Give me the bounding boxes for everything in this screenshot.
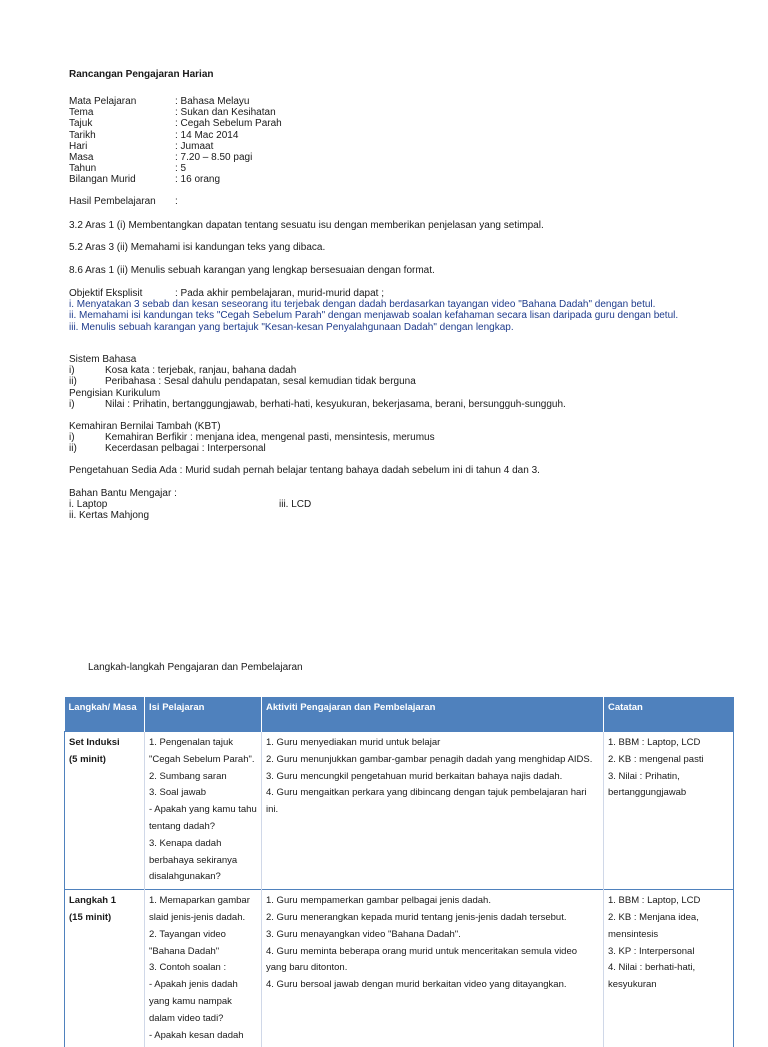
info-label: Tajuk (69, 118, 93, 130)
aid-item: i. Laptop (69, 499, 108, 511)
notes-cell (604, 732, 734, 890)
info-label: Hari (69, 140, 88, 152)
column-header: Langkah/ Masa (65, 697, 145, 732)
aid-item: iii. LCD (279, 499, 312, 511)
activity-item: 4. Guru mengaitkan perkara yang dibincang dengan tajuk pembelajaran hari ini. (266, 787, 587, 816)
outcome-item: 5.2 Aras 3 (ii) Memahami isi kandungan teks yang dibaca. (69, 242, 326, 253)
steps-heading: Langkah-langkah Pengajaran dan Pembelajaran (88, 662, 303, 673)
note-item: 2. KB : mengenal pasti (608, 753, 704, 765)
item-text: Kemahiran Berfikir : menjana idea, mengenal pasti, mensintesis, merumus (105, 432, 435, 444)
info-value: : Sukan dan Kesihatan (175, 107, 276, 119)
list-item (69, 399, 566, 410)
content-item: - Apakah yang kamu tahu tentang dadah? (149, 804, 257, 832)
note-item: 4. Nilai : berhati-hati, kesyukuran (608, 962, 696, 991)
content-cell (145, 890, 262, 1047)
info-label: Mata Pelajaran (69, 96, 137, 107)
hasil-value: : (175, 196, 178, 207)
content-item: 1. Pengenalan tajuk "Cegah Sebelum Parah". (149, 737, 255, 765)
info-label: Tahun (69, 163, 97, 175)
info-label: Tarikh (69, 129, 96, 141)
step-cell (65, 890, 145, 1047)
learning-outcomes-heading (69, 196, 178, 207)
content-item: 2. Sumbang saran (149, 770, 227, 782)
objectives-label: Objektif Eksplisit (69, 288, 143, 299)
item-text: Kosa kata : terjebak, ranjau, bahana dadah (105, 365, 297, 377)
content-cell (145, 732, 262, 890)
item-text: Peribahasa : Sesal dahulu pendapatan, sesal kemudian tidak berguna (105, 376, 416, 388)
objective-item: iii. Menulis sebuah karangan yang bertajuk "Kesan-kesan Penyalahgunaan Dadah" dengan lengkap. (69, 321, 514, 333)
step-duration: (15 minit) (69, 911, 112, 923)
item-text: Kecerdasan pelbagai : Interpersonal (105, 443, 266, 455)
content-item: 2. Tayangan video "Bahana Dadah" (149, 928, 226, 957)
note-item: 2. KB : Menjana idea, mensintesis (608, 911, 699, 940)
teaching-aids-heading: Bahan Bantu Mengajar : (69, 488, 177, 499)
activity-cell (262, 890, 604, 1047)
item-number: ii) (69, 376, 77, 388)
info-value: : 7.20 – 8.50 pagi (175, 152, 253, 164)
aids-row (69, 499, 311, 510)
objectives-value: : Pada akhir pembelajaran, murid-murid dapat ; (175, 288, 384, 299)
sistem-bahasa (69, 354, 566, 410)
prior-knowledge: Pengetahuan Sedia Ada : Murid sudah pernah belajar tentang bahaya dadah sebelum ini di tahun 4 dan 3. (69, 465, 540, 476)
info-value: : Jumaat (175, 140, 214, 152)
column-header: Isi Pelajaran (145, 697, 262, 732)
info-value: : 16 orang (175, 174, 221, 186)
activity-item: 3. Guru mencungkil pengetahuan murid berkaitan bahaya najis dadah. (266, 770, 563, 782)
list-item (69, 443, 435, 454)
column-header: Aktiviti Pengajaran dan Pembelajaran (262, 697, 604, 732)
notes-cell (604, 890, 734, 1047)
info-row (69, 174, 282, 185)
note-item: 1. BBM : Laptop, LCD (608, 737, 701, 748)
aids-row (69, 510, 311, 521)
column-header: Catatan (604, 697, 734, 732)
activity-item: 2. Guru menunjukkan gambar-gambar penagih dadah yang menghidap AIDS. (266, 753, 593, 765)
item-number: i) (69, 432, 75, 444)
info-value: : Bahasa Melayu (175, 96, 250, 107)
info-row (69, 118, 282, 129)
document-title: Rancangan Pengajaran Harian (69, 69, 214, 80)
explicit-objectives (69, 288, 678, 333)
info-row (69, 152, 282, 163)
info-label: Masa (69, 152, 94, 164)
activity-cell (262, 732, 604, 890)
content-item: - Apakah jenis dadah yang kamu nampak dalam video tadi? (149, 979, 238, 1024)
objective-item: ii. Memahami isi kandungan teks "Cegah Sebelum Parah" dengan menjawab soalan kefahaman secara lisan daripada guru dengan betul. (69, 310, 679, 322)
table-row (65, 890, 734, 1047)
outcome-item: 3.2 Aras 1 (i) Membentangkan dapatan tentang sesuatu isu dengan memberikan penjelasan yang setimpal. (69, 220, 544, 231)
info-value: : 5 (175, 163, 187, 175)
pengisian-heading: Pengisian Kurikulum (69, 387, 161, 399)
note-item: 3. Nilai : Prihatin, bertanggungjawab (608, 770, 687, 799)
step-duration: (5 minit) (69, 753, 106, 765)
info-row (69, 96, 282, 107)
lesson-info (69, 96, 282, 186)
item-number: ii) (69, 443, 77, 455)
outcome-item: 8.6 Aras 1 (ii) Menulis sebuah karangan yang lengkap bersesuaian dengan format. (69, 265, 435, 276)
table-row (65, 732, 734, 890)
activity-item: 4. Guru meminta beberapa orang murid untuk menceritakan semula video yang baru ditonton. (266, 945, 578, 974)
table-header-row (65, 697, 734, 732)
activity-item: 1. Guru mempamerkan gambar pelbagai jenis dadah. (266, 895, 491, 907)
content-item: - Apakah kesan dadah (149, 1029, 244, 1041)
info-row (69, 163, 282, 174)
step-cell (65, 732, 145, 890)
content-item: 3. Soal jawab (149, 787, 207, 799)
objectives-heading (69, 288, 678, 299)
info-row (69, 130, 282, 141)
objective-item: i. Menyatakan 3 sebab dan kesan seseorang itu terjebak dengan dadah berdasarkan tayangan video "Bahana Dadah" dengan betul. (69, 299, 656, 311)
step-label: Set Induksi (69, 737, 120, 748)
content-item: 3. Kenapa dadah berbahaya sekiranya disalahgunakan? (149, 837, 238, 883)
hasil-label: Hasil Pembelajaran (69, 196, 156, 207)
info-value: : Cegah Sebelum Parah (175, 118, 282, 130)
teaching-aids (69, 488, 311, 522)
kbt-heading: Kemahiran Bernilai Tambah (KBT) (69, 421, 221, 432)
list-item (69, 365, 566, 376)
note-item: 1. BBM : Laptop, LCD (608, 895, 701, 907)
list-item (69, 432, 435, 443)
kbt-section (69, 421, 435, 455)
activity-item: 1. Guru menyediakan murid untuk belajar (266, 737, 441, 748)
lesson-plan-table (64, 697, 734, 1047)
info-row (69, 107, 282, 118)
item-text: Nilai : Prihatin, bertanggungjawab, berhati-hati, kesyukuran, bekerjasama, berani, bersungguh-sungguh. (105, 398, 566, 410)
activity-item: 4. Guru bersoal jawab dengan murid berkaitan video yang ditayangkan. (266, 979, 567, 991)
aid-item: ii. Kertas Mahjong (69, 510, 150, 522)
info-row (69, 141, 282, 152)
content-item: 3. Contoh soalan : (149, 962, 227, 974)
info-label: Tema (69, 107, 94, 119)
content-item: 1. Memaparkan gambar slaid jenis-jenis dadah. (149, 895, 250, 923)
activity-item: 2. Guru menerangkan kepada murid tentang jenis-jenis dadah tersebut. (266, 911, 567, 923)
list-item (69, 376, 566, 387)
item-number: i) (69, 398, 75, 410)
info-label: Bilangan Murid (69, 174, 136, 186)
activity-item: 3. Guru menayangkan video "Bahana Dadah". (266, 928, 461, 940)
info-value: : 14 Mac 2014 (175, 129, 239, 141)
step-label: Langkah 1 (69, 895, 116, 907)
note-item: 3. KP : Interpersonal (608, 945, 695, 957)
sistem-bahasa-heading: Sistem Bahasa (69, 354, 137, 365)
item-number: i) (69, 365, 75, 377)
